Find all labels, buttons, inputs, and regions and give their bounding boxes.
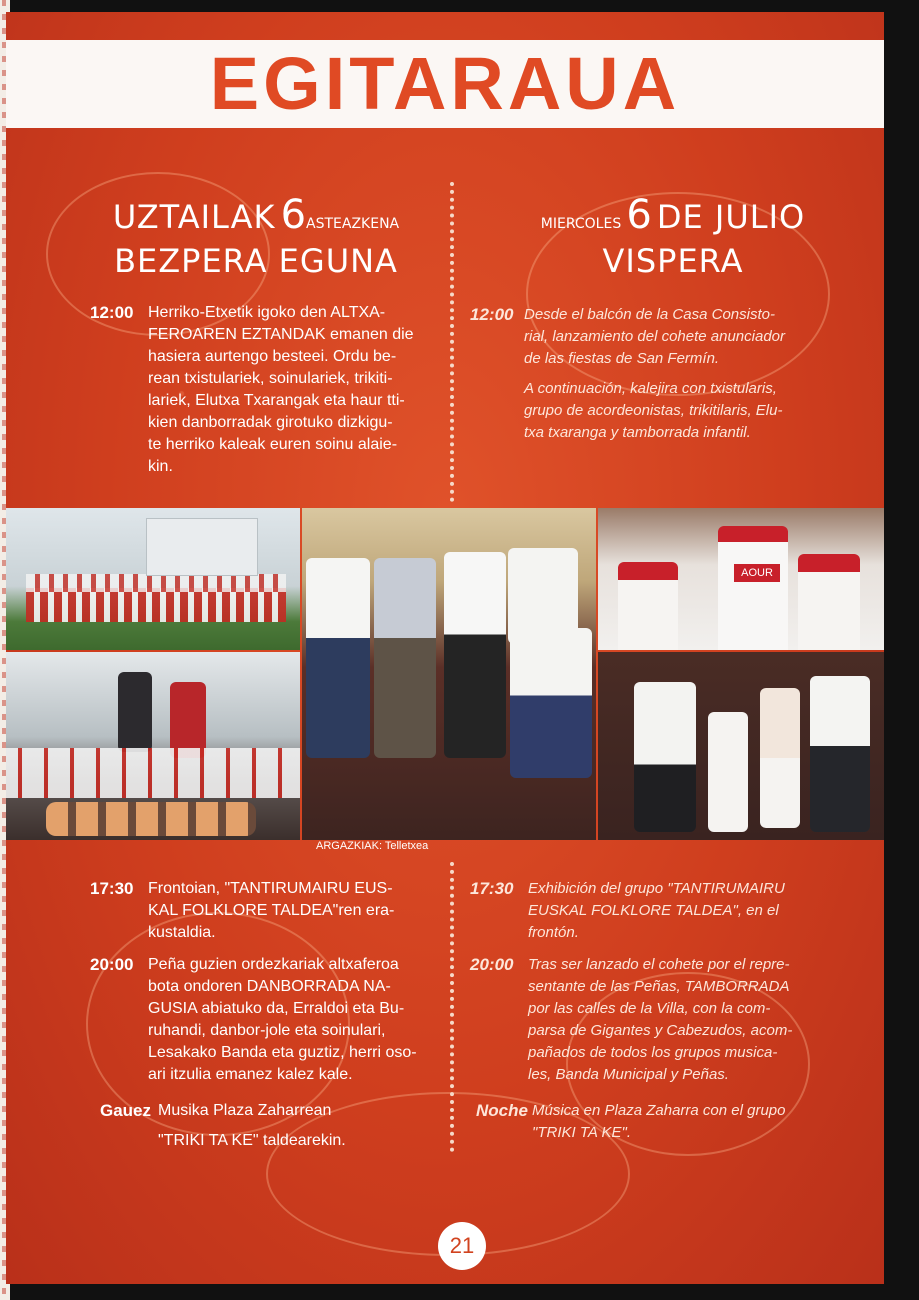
- description-line: FEROAREN EZTANDAK emanen die: [148, 326, 414, 343]
- day-number: 6: [280, 192, 307, 238]
- entry-time: 17:30: [90, 879, 134, 898]
- description-line: parsa de Gigantes y Cabezudos, acom-: [528, 1022, 793, 1039]
- description-line: sentante de las Peñas, TAMBORRADA: [528, 978, 790, 995]
- left-subtitle: BEZPERA EGUNA: [114, 242, 398, 280]
- entry-description: [524, 304, 830, 444]
- month-label: UZTAILAK: [112, 198, 276, 236]
- schedule-entry: [470, 304, 830, 464]
- photo-elders-group: [302, 508, 596, 840]
- description-line: de las fiestas de San Fermín.: [524, 350, 720, 367]
- description-line: EUSKAL FOLKLORE TALDEA", en el: [528, 902, 779, 919]
- photo-group-plaza: [6, 508, 300, 650]
- description-line: lariek, Elutxa Txarangak eta haur tti-: [148, 392, 405, 409]
- entry-time: 17:30: [470, 879, 514, 898]
- description-line: Peña guzien ordezkariak altxaferoa: [148, 956, 399, 973]
- description-line: A continuación, kalejira con txistularis,: [524, 380, 777, 397]
- entry-time: 12:00: [470, 305, 514, 324]
- left-date-heading: [66, 192, 446, 238]
- description-line: frontón.: [528, 924, 579, 941]
- schedule-entry: [90, 302, 430, 502]
- description-line: bota ondoren DANBORRADA NA-: [148, 978, 391, 995]
- description-line: te herriko kaleak euren soinu alaie-: [148, 436, 398, 453]
- description-line: GUSIA abiatuko da, Erraldoi eta Bu-: [148, 1000, 405, 1017]
- description-line: ruhandi, danbor-jole eta soinulari,: [148, 1022, 386, 1039]
- entry-description: [148, 302, 430, 478]
- entry-time: Noche: [476, 1101, 528, 1120]
- entry-description: [148, 878, 432, 944]
- month-label: DE JULIO: [656, 198, 806, 236]
- evening-schedule: [90, 878, 440, 1178]
- sign-text: AOUR: [734, 564, 780, 582]
- entry-description: [528, 954, 828, 1086]
- photo-award-ceremony: [598, 652, 884, 840]
- entry-time: Gauez: [100, 1101, 152, 1120]
- photo-children-tamborrada: [598, 508, 884, 650]
- entry-time: 12:00: [90, 303, 134, 322]
- photo-giants-parade: [6, 652, 300, 840]
- evening-schedule: [470, 878, 830, 1178]
- description-line: rial, lanzamiento del cohete anunciador: [524, 328, 785, 345]
- photo-credit: ARGAZKIAK: Telletxea: [316, 840, 429, 852]
- description-line: kustaldia.: [148, 924, 216, 941]
- description-line: KAL FOLKLORE TALDEA"ren era-: [148, 902, 395, 919]
- entry-time: 20:00: [90, 955, 134, 974]
- description-line: "TRIKI TA KE" taldearekin.: [158, 1132, 346, 1149]
- entry-description: [532, 1100, 828, 1144]
- page-number: 21: [438, 1222, 486, 1270]
- description-line: Lesakako Banda eta guztiz, herri oso-: [148, 1044, 417, 1061]
- right-subtitle: VISPERA: [602, 242, 744, 280]
- description-line: Música en Plaza Zaharra con el grupo: [532, 1102, 786, 1119]
- weekday-label: MIERCOLES: [540, 216, 622, 232]
- column-divider: [450, 862, 454, 1152]
- description-line: pañados de todos los grupos musica-: [528, 1044, 778, 1061]
- description-line: Musika Plaza Zaharrean: [158, 1102, 332, 1119]
- right-date-heading: [468, 192, 878, 238]
- entry-time: 20:00: [470, 955, 514, 974]
- description-line: Desde el balcón de la Casa Consisto-: [524, 306, 775, 323]
- description-line: rean txistulariek, soinulariek, trikiti-: [148, 370, 393, 387]
- description-line: grupo de acordeonistas, trikitilaris, Elu-: [524, 402, 783, 419]
- entry-description: [158, 1100, 438, 1152]
- page-title: EGITARAUA: [209, 42, 681, 125]
- column-divider: [450, 182, 454, 502]
- description-line: kien danborradak girotuko dizkigu-: [148, 414, 393, 431]
- description-line: por las calles de la Villa, con la com-: [528, 1000, 771, 1017]
- description-line: Herriko-Etxetik igoko den ALTXA-: [148, 304, 386, 321]
- day-number: 6: [626, 192, 652, 238]
- program-page: [6, 12, 884, 1284]
- description-line: Frontoian, "TANTIRUMAIRU EUS-: [148, 880, 393, 897]
- description-line: les, Banda Municipal y Peñas.: [528, 1066, 729, 1083]
- weekday-label: ASTEAZKENA: [306, 216, 400, 232]
- description-line: Tras ser lanzado el cohete por el repre-: [528, 956, 790, 973]
- entry-description: [528, 878, 828, 944]
- entry-description: [148, 954, 432, 1086]
- description-line: ari itzulia emanez kalez kale.: [148, 1066, 353, 1083]
- description-line: Exhibición del grupo "TANTIRUMAIRU: [528, 880, 785, 897]
- description-line: hasiera aurtengo besteei. Ordu be-: [148, 348, 397, 365]
- description-line: txa txaranga y tamborrada infantil.: [524, 424, 751, 441]
- description-line: "TRIKI TA KE".: [532, 1124, 631, 1141]
- description-line: kin.: [148, 458, 173, 475]
